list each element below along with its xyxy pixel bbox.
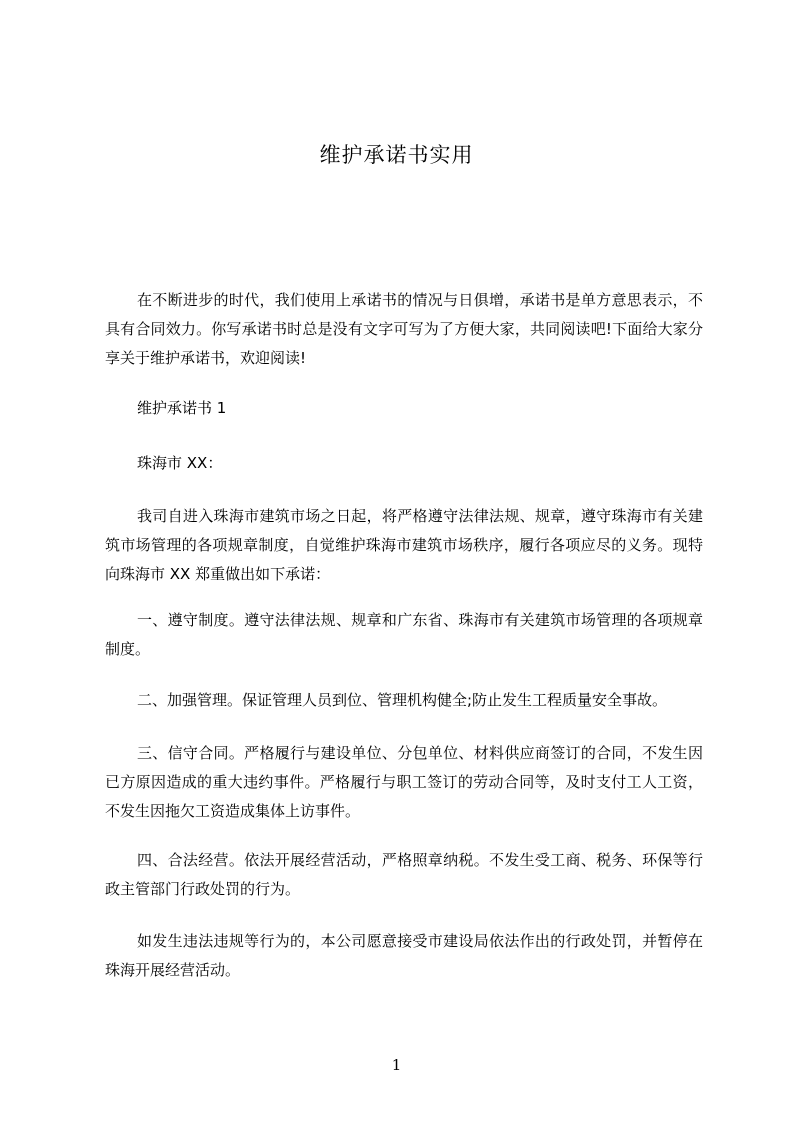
page-number: 1 [391,1056,402,1074]
intro-paragraph: 在不断进步的时代，我们使用上承诺书的情况与日俱增，承诺书是单方意思表示，不具有合同效力。你写承诺书时总是没有文字可写为了方便大家，共同阅读吧!下面给大家分享关于维护承诺书，欢迎阅读! [105,291,703,367]
section-heading: 维护承诺书 1 [137,399,227,417]
commitment-item-2: 二、加强管理。保证管理人员到位、管理机构健全;防止发生工程质量安全事故。 [137,691,668,709]
commitment-item-4: 四、合法经营。依法开展经营活动，严格照章纳税。不发生受工商、税务、环保等行政主管部门行政处罚的行为。 [105,851,703,898]
body-paragraph-1: 我司自进入珠海市建筑市场之日起，将严格遵守法律法规、规章，遵守珠海市有关建筑市场管理的各项规章制度，自觉维护珠海市建筑市场秩序，履行各项应尽的义务。现特向珠海市 XX 郑重做出如下承诺： [105,507,703,583]
commitment-item-3: 三、信守合同。严格履行与建设单位、分包单位、材料供应商签订的合同，不发生因已方原因造成的重大违约事件。严格履行与职工签订的劳动合同等，及时支付工人工资，不发生因拖欠工资造成集体上访事件。 [105,744,703,820]
commitment-item-1: 一、遵守制度。遵守法律法规、规章和广东省、珠海市有关建筑市场管理的各项规章制度。 [105,611,703,658]
document-title: 维护承诺书实用 [319,143,474,167]
salutation: 珠海市 XX： [137,454,223,472]
closing-paragraph: 如发生违法违规等行为的，本公司愿意接受市建设局依法作出的行政处罚，并暂停在珠海开展经营活动。 [105,932,703,979]
